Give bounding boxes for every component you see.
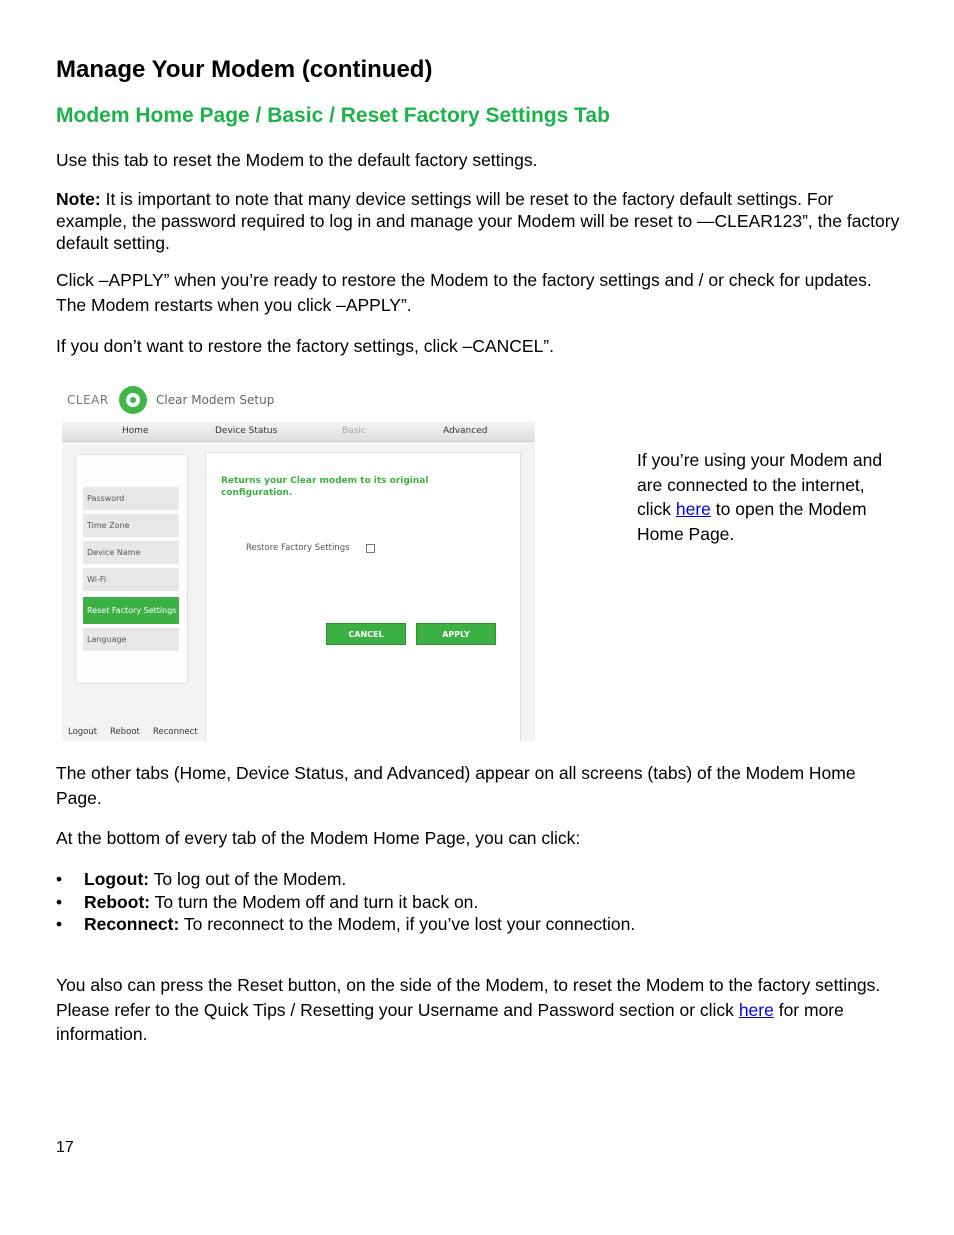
reset-description: Returns your Clear modem to its original configuration. [221,476,429,498]
side-note-after: to open the Modem Home Page. [637,499,867,544]
bullet-label: Reboot: [84,891,151,912]
bullet-label: Logout: [84,869,150,889]
side-note [637,448,887,546]
app-title: Clear Modem Setup [156,393,275,407]
reset-text-after: for more information. [56,999,844,1044]
sidebar-item-language[interactable]: Language [83,628,179,651]
bullet-icon: • [56,869,63,889]
note-label: Note: [56,189,101,209]
nav-basic[interactable]: Basic [342,426,366,436]
reset-panel [205,452,521,741]
bullet-icon: • [56,891,63,912]
page-heading: Manage Your Modem (continued) [56,56,433,83]
section-heading: Modem Home Page / Basic / Reset Factory Settings Tab [56,104,610,127]
nav-home[interactable]: Home [122,426,149,436]
restore-factory-label: Restore Factory Settings [246,543,350,553]
bullet-text: To turn the Modem off and turn it back on. [150,891,479,912]
logout-link[interactable]: Logout [68,727,98,737]
apply-paragraph: Click –APPLY” when you’re ready to restore the Modem to the factory settings and / or check for updates. The Modem restarts when you click –APPLY”. [56,270,872,315]
list-item [56,891,635,914]
sidebar-item-time-zone[interactable]: Time Zone [83,514,179,537]
cancel-paragraph: If you don’t want to restore the factory settings, click –CANCEL”. [56,336,554,356]
sidebar-item-device-name[interactable]: Device Name [83,541,179,564]
reset-text-before: You also can press the Reset button, on the side of the Modem, to reset the Modem to the factory settings. Please refer to the Quick Tips / Resetting your Username and Password section or click [56,975,881,1020]
more-info-link[interactable]: here [738,999,774,1020]
restore-factory-checkbox[interactable] [366,544,375,553]
nav-advanced[interactable]: Advanced [443,426,488,436]
apply-button[interactable]: APPLY [416,623,496,645]
intro-paragraph: Use this tab to reset the Modem to the default factory settings. [56,150,538,170]
tabs-paragraph: The other tabs (Home, Device Status, and Advanced) appear on all screens (tabs) of the Modem Home Page. [56,763,856,808]
bullet-list [56,868,635,936]
sidebar-item-password[interactable]: Password [83,487,179,510]
note-paragraph [56,188,906,254]
reconnect-link[interactable]: Reconnect [153,727,198,737]
note-text: It is important to note that many device settings will be reset to the factory default settings. For example, the password required to log in and manage your Modem will be reset to —CLEAR123”, the factory default setting. [56,189,900,253]
sidebar-item-reset-factory-settings[interactable]: Reset Factory Settings [83,597,179,624]
sidebar-item-wifi[interactable]: Wi-Fi [83,568,179,591]
bullet-label: Reconnect: [84,914,180,934]
bullet-text: To log out of the Modem. [149,869,347,889]
modem-setup-screenshot [62,380,535,741]
bullet-text: To reconnect to the Modem, if you’ve lost your connection. [179,914,636,934]
bottom-paragraph: At the bottom of every tab of the Modem Home Page, you can click: [56,828,581,848]
modem-home-page-link[interactable]: here [675,499,711,519]
cancel-button[interactable]: CANCEL [326,623,406,645]
logo-dot [130,397,136,403]
page-number: 17 [56,1139,74,1156]
clear-brand: CLEAR [67,393,109,407]
screenshot-header [62,380,535,422]
list-item [56,913,635,936]
nav-device-status[interactable]: Device Status [215,426,278,436]
list-item [56,868,635,891]
reboot-link[interactable]: Reboot [110,727,140,737]
bullet-icon: • [56,914,63,934]
reset-paragraph [56,973,886,1047]
nav-bar [62,422,535,442]
settings-sidebar [75,454,188,684]
side-note-before: If you’re using your Modem and are connected to the internet, click [637,450,883,519]
